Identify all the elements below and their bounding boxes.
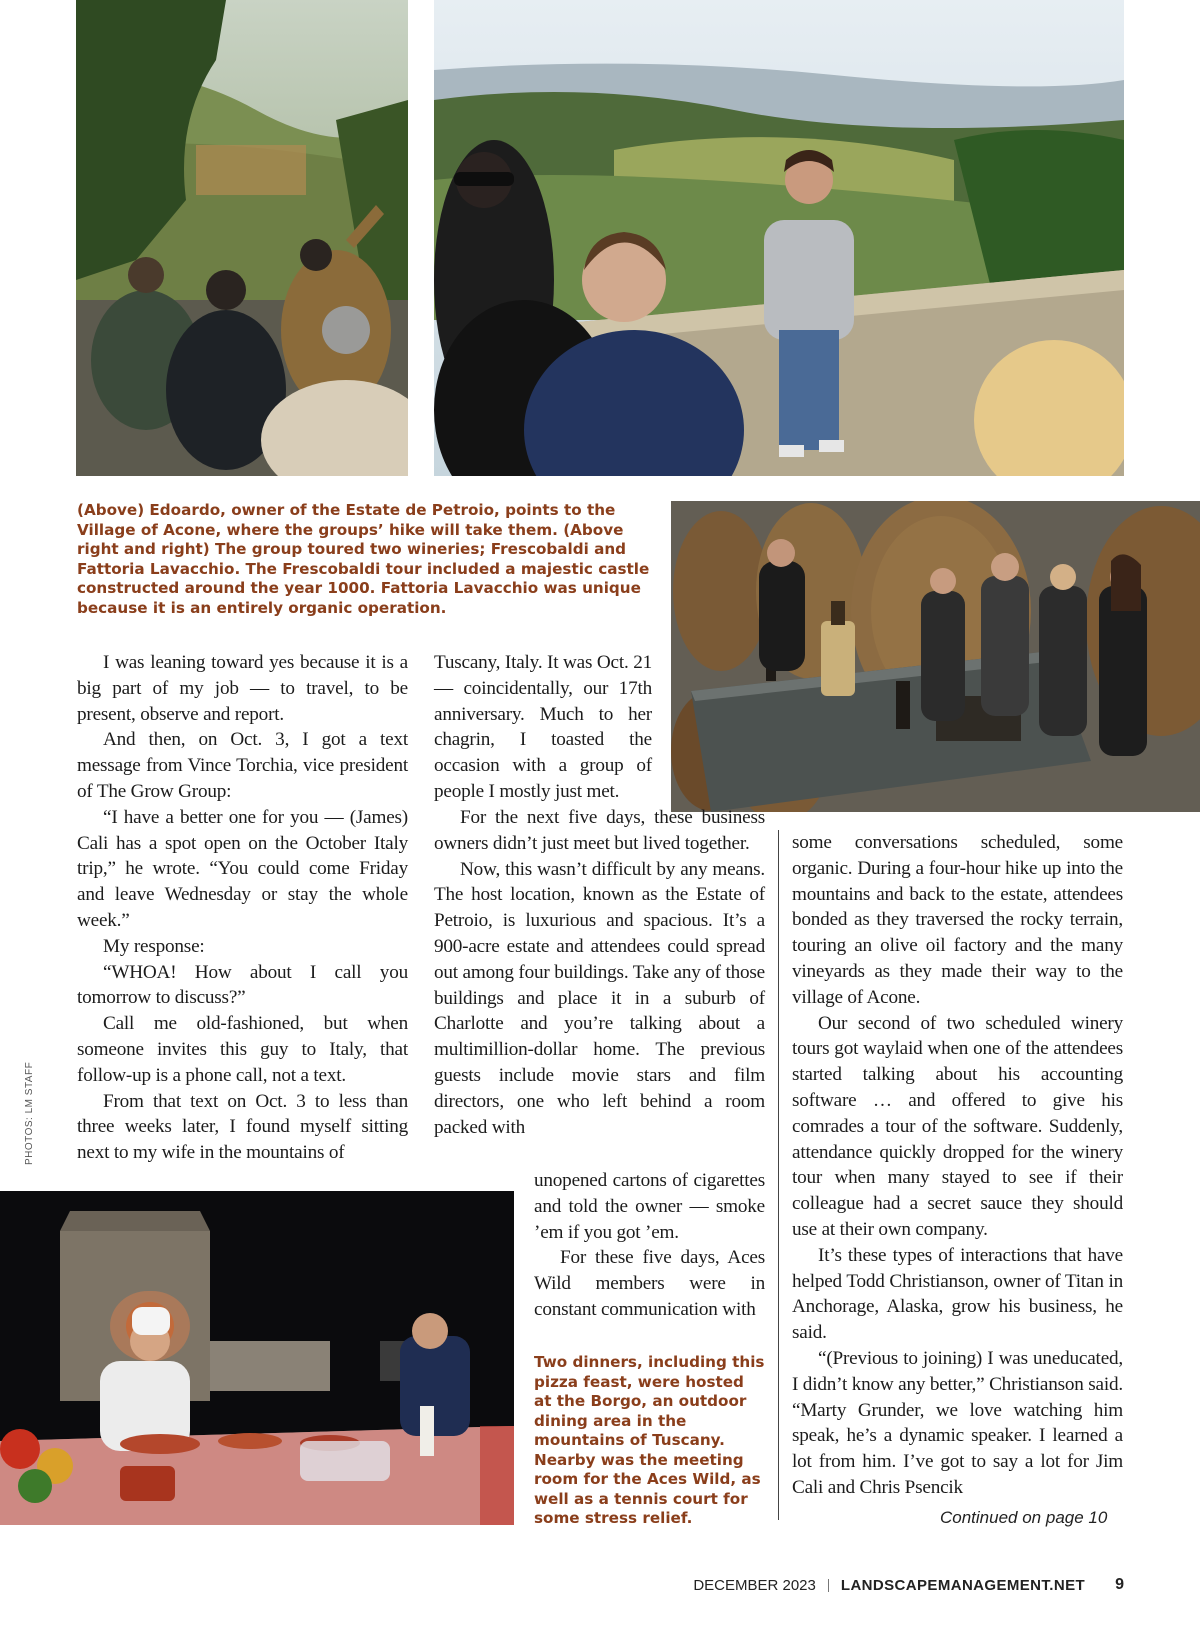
- continued-on-page[interactable]: Continued on page 10: [940, 1508, 1108, 1527]
- article-column-2-top: [434, 650, 652, 805]
- page-number: 9: [1115, 1576, 1124, 1593]
- footer-divider: [828, 1579, 829, 1592]
- photo-credit: PHOTOS: LM STAFF: [24, 1061, 35, 1165]
- article-column-2-bottom: [534, 1168, 765, 1323]
- paragraph: It’s these types of interactions that have helped Todd Christianson, owner of Titan in Anchorage, Alaska, grow his business, he said.: [792, 1244, 1123, 1344]
- photo-wine-cellar: [671, 501, 1200, 812]
- photo-caption-bottom: Two dinners, including this pizza feast, were hosted at the Borgo, an outdoor dining area in the mountains of Tuscany. Nearby was the meeting room for the Aces Wild, as well as a tennis court for some stress relief.: [534, 1353, 765, 1527]
- column-divider: [778, 830, 779, 1520]
- paragraph: For the next five days, these business owners didn’t just meet but lived together.: [434, 807, 765, 854]
- paragraph: I was leaning toward yes because it is a big part of my job — to travel, to be present, observe and report.: [77, 652, 408, 725]
- photo-group-pointing: [76, 0, 408, 476]
- paragraph: Our second of two scheduled winery tours got waylaid when one of the attendees started talking about his accounting software … and offered to give his comrades a tour of the software. Suddenly, attendance quickly dropped for the winery tour when many stayed to see if their colleague had a secret sauce they should use at their own company.: [792, 1012, 1123, 1240]
- paragraph: Tuscany, Italy. It was Oct. 21 — coincidentally, our 17th anniversary. Much to her chagrin, I toasted the occasion with a group of people I mostly just met.: [434, 652, 652, 802]
- website-link[interactable]: LANDSCAPEMANAGEMENT.NET: [840, 1576, 1086, 1594]
- photo-tour-speaker: [434, 0, 1124, 476]
- paragraph: From that text on Oct. 3 to less than three weeks later, I found myself sitting next to my wife in the mountains of: [77, 1090, 408, 1164]
- photo-caption-top: (Above) Edoardo, owner of the Estate de Petroio, points to the Village of Acone, where the groups’ hike will take them. (Above right and right) The group toured two wineries; Frescobaldi and Fattoria Lavacchio. The Frescobaldi tour included a majestic castle constructed around the year 1000. Fattoria Lavacchio was unique because it is an entirely organic operation.: [77, 501, 650, 617]
- paragraph: “WHOA! How about I call you tomorrow to discuss?”: [77, 961, 408, 1009]
- paragraph: unopened cartons of cigarettes and told the owner — smoke ’em if you got ’em.: [534, 1170, 765, 1243]
- paragraph: My response:: [103, 935, 205, 957]
- paragraph: And then, on Oct. 3, I got a text message from Vince Torchia, vice president of The Grow Group:: [77, 729, 408, 802]
- article-column-2-mid: [434, 805, 765, 1140]
- article-column-3: [792, 830, 1123, 1501]
- paragraph: Call me old-fashioned, but when someone invites this guy to Italy, that follow-up is a phone call, not a text.: [77, 1013, 408, 1086]
- page-footer: [693, 1576, 1124, 1594]
- photo-pizza-dinner: [0, 1191, 514, 1525]
- paragraph: “I have a better one for you — (James) Cali has a spot open on the October Italy trip,” he wrote. “You could come Friday and leave Wednesday or stay the whole week.”: [77, 806, 408, 931]
- paragraph: some conversations scheduled, some organic. During a four-hour hike up into the mountains and back to the estate, attendees bonded as they traversed the rocky terrain, touring an olive oil factory and the many vineyards as they made their way to the village of Acone.: [792, 832, 1123, 1008]
- paragraph: Now, this wasn’t difficult by any means. The host location, known as the Estate of Petroio, is luxurious and spacious. It’s a 900-acre estate and attendees could spread out among four buildings. Take any of those buildings and place it in a suburb of Charlotte and you’re talking about a multimillion-dollar home. The previous guests include movie stars and film directors, one who left behind a room packed with: [434, 858, 765, 1138]
- issue-date: DECEMBER 2023: [693, 1576, 816, 1594]
- paragraph: “(Previous to joining) I was uneducated, I didn’t know any better,” Christianson said. “Marty Grunder, we love watching him speak, he’s a dynamic speaker. I learned a lot from him. I’ve got to say a lot for Jim Cali and Chris Psencik: [792, 1347, 1123, 1498]
- paragraph: For these five days, Aces Wild members were in constant communication with: [534, 1247, 765, 1320]
- article-column-1: [77, 650, 408, 1166]
